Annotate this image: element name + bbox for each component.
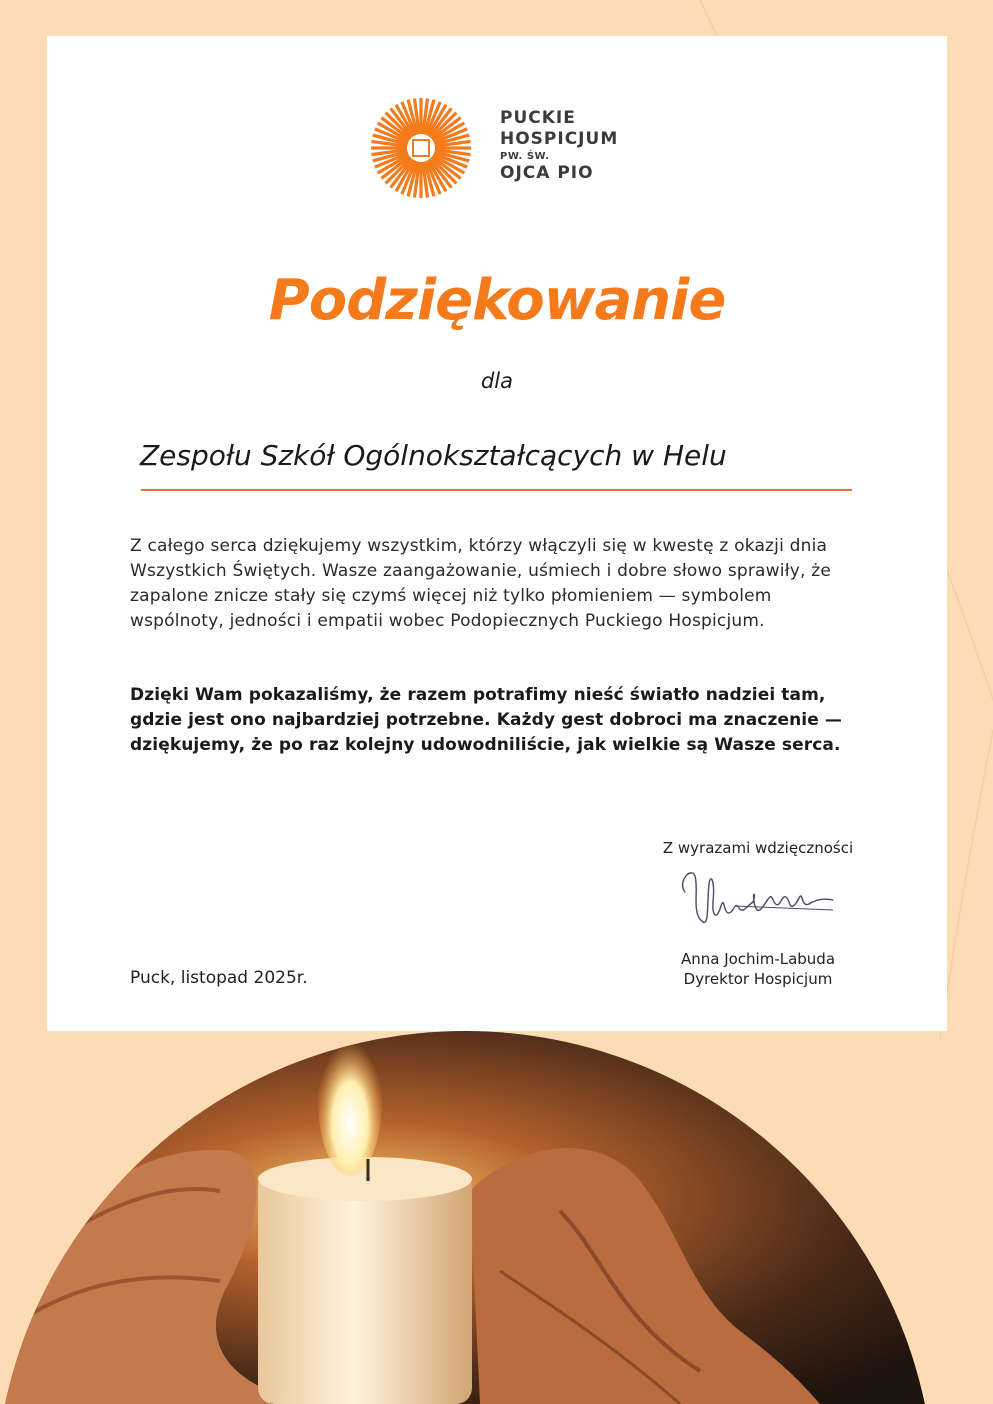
thanks-paragraph-2: Dzięki Wam pokazaliśmy, że razem potrafimy nieść światło nadziei tam, gdzie jest ono najbardziej potrzebne. Każdy gest dobroci ma znaczenie — dziękujemy, że po raz kolejny udowodniliście, jak wielkie są Wasze serca. [130,685,842,755]
signer-role: Dyrektor Hospicjum [683,970,833,988]
thanks-paragraph-1: Z całego serca dziękujemy wszystkim, którzy włączyli się w kwestę z okazji dnia Wszystkich Świętych. Wasze zaangażowanie, uśmiech i dobre słowo sprawiły, że zapalone znicze stały się czymś więcej niż tylko płomieniem — symbolem wspólnoty, jedności i empatii wobec Podopiecznych Puckiego Hospicjum. [130,536,831,631]
recipient-underline [141,489,852,491]
logo-line-4: OJCA PIO [500,163,594,183]
logo-line-3: PW. ŚW. [500,151,550,162]
certificate-card [47,36,947,1031]
signer-name: Anna Jochim-Labuda [680,950,836,968]
regards-text: Z wyrazami wdzięczności [662,839,854,857]
hospice-logo [369,96,629,200]
logo-line-2: HOSPICJUM [500,129,619,149]
logo-text [500,108,618,184]
certificate-title: Podziękowanie [268,268,726,333]
candle-hands-photo [0,1031,993,1404]
sun-logo-icon [369,96,473,200]
handwritten-signature [673,862,843,942]
for-label: dla [480,369,514,393]
logo-line-1: PUCKIE [500,108,576,128]
signer-block [655,949,861,989]
recipient-name: Zespołu Szkół Ogólnokształcących w Helu [140,439,727,472]
place-and-date: Puck, listopad 2025r. [130,968,308,988]
